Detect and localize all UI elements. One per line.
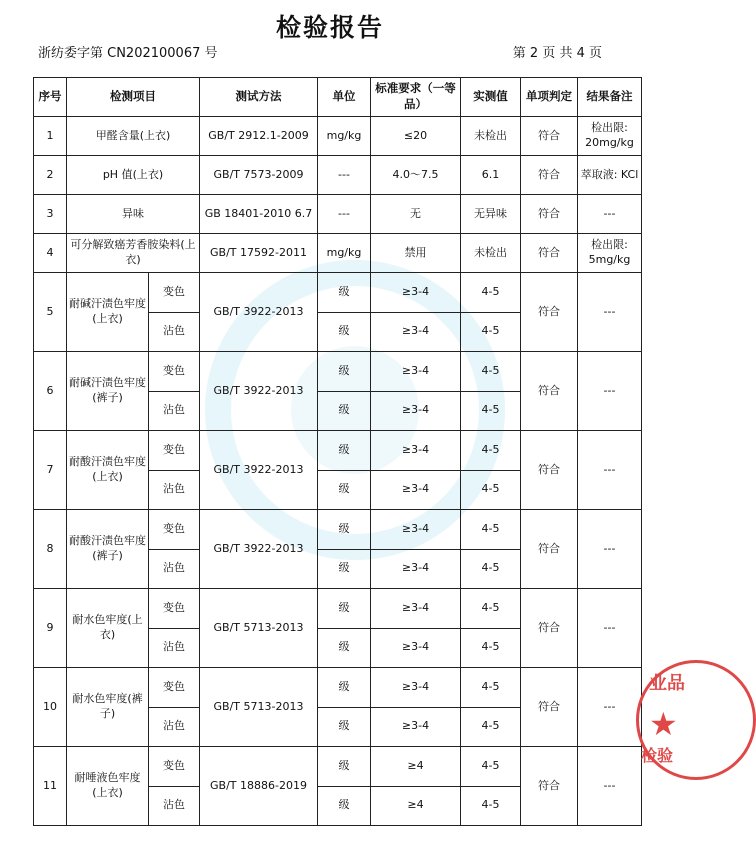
cell-no: 10 <box>34 668 67 747</box>
cell-method: GB/T 17592-2011 <box>200 234 318 273</box>
cell-item: 甲醛含量(上衣) <box>67 117 200 156</box>
cell-requirement: ≥3-4 <box>371 352 461 392</box>
cell-requirement: 4.0～7.5 <box>371 156 461 195</box>
cell-measured: 4-5 <box>461 352 521 392</box>
cell-unit: 级 <box>318 510 371 550</box>
cell-no: 2 <box>34 156 67 195</box>
table-row <box>34 431 642 471</box>
cell-condition: 沾色 <box>149 707 200 747</box>
cell-measured: 4-5 <box>461 273 521 313</box>
header-measured: 实测值 <box>461 78 521 117</box>
cell-no: 6 <box>34 352 67 431</box>
cell-remark: 检出限: 20mg/kg <box>578 117 642 156</box>
cell-measured: 4-5 <box>461 391 521 431</box>
cell-remark: --- <box>578 195 642 234</box>
header-verdict: 单项判定 <box>521 78 578 117</box>
cell-remark: --- <box>578 431 642 510</box>
cell-requirement: ≥3-4 <box>371 431 461 471</box>
cell-item: 耐碱汗渍色牢度(裤子) <box>67 352 149 431</box>
table-header-row <box>34 78 642 117</box>
cell-unit: 级 <box>318 470 371 510</box>
cell-remark: --- <box>578 668 642 747</box>
cell-condition: 沾色 <box>149 549 200 589</box>
cell-unit: 级 <box>318 707 371 747</box>
cell-unit: 级 <box>318 391 371 431</box>
cell-measured: 4-5 <box>461 589 521 629</box>
cell-remark: 检出限: 5mg/kg <box>578 234 642 273</box>
cell-requirement: ≥3-4 <box>371 273 461 313</box>
star-icon: ★ <box>649 705 678 743</box>
cell-verdict: 符合 <box>521 668 578 747</box>
cell-condition: 变色 <box>149 510 200 550</box>
cell-remark: --- <box>578 273 642 352</box>
cell-condition: 沾色 <box>149 628 200 668</box>
cell-item: 耐酸汗渍色牢度(上衣) <box>67 431 149 510</box>
cell-requirement: 无 <box>371 195 461 234</box>
cell-measured: 4-5 <box>461 747 521 787</box>
cell-no: 9 <box>34 589 67 668</box>
report-number: 浙纺委字第 CN202100067 号 <box>38 46 218 61</box>
cell-measured: 4-5 <box>461 312 521 352</box>
cell-measured: 4-5 <box>461 431 521 471</box>
cell-verdict: 符合 <box>521 747 578 826</box>
cell-requirement: ≥3-4 <box>371 549 461 589</box>
cell-no: 11 <box>34 747 67 826</box>
cell-remark: --- <box>578 589 642 668</box>
cell-no: 4 <box>34 234 67 273</box>
cell-requirement: ≥3-4 <box>371 668 461 708</box>
cell-item: 异味 <box>67 195 200 234</box>
table-row <box>34 747 642 787</box>
cell-measured: 4-5 <box>461 470 521 510</box>
cell-condition: 变色 <box>149 747 200 787</box>
cell-method: GB/T 3922-2013 <box>200 352 318 431</box>
cell-requirement: ≥3-4 <box>371 707 461 747</box>
table-row <box>34 589 642 629</box>
cell-no: 8 <box>34 510 67 589</box>
cell-no: 5 <box>34 273 67 352</box>
cell-item: 耐碱汗渍色牢度(上衣) <box>67 273 149 352</box>
cell-requirement: ≥3-4 <box>371 628 461 668</box>
cell-method: GB/T 2912.1-2009 <box>200 117 318 156</box>
cell-unit: 级 <box>318 312 371 352</box>
table-row <box>34 117 642 156</box>
cell-measured: 4-5 <box>461 786 521 826</box>
cell-measured: 未检出 <box>461 234 521 273</box>
cell-unit: 级 <box>318 786 371 826</box>
cell-method: GB/T 3922-2013 <box>200 431 318 510</box>
header-method: 测试方法 <box>200 78 318 117</box>
cell-requirement: ≥4 <box>371 747 461 787</box>
table-row <box>34 668 642 708</box>
header-unit: 单位 <box>318 78 371 117</box>
cell-requirement: 禁用 <box>371 234 461 273</box>
cell-condition: 沾色 <box>149 312 200 352</box>
cell-measured: 4-5 <box>461 707 521 747</box>
cell-verdict: 符合 <box>521 589 578 668</box>
cell-condition: 变色 <box>149 431 200 471</box>
cell-verdict: 符合 <box>521 510 578 589</box>
stamp-text-bottom: 检验 <box>641 746 674 765</box>
cell-remark: --- <box>578 510 642 589</box>
red-seal-stamp <box>636 660 756 780</box>
cell-unit: 级 <box>318 352 371 392</box>
table-row <box>34 273 642 313</box>
page-title: 检验报告 <box>275 13 384 42</box>
cell-verdict: 符合 <box>521 273 578 352</box>
header-no: 序号 <box>34 78 67 117</box>
header-item: 检测项目 <box>67 78 200 117</box>
cell-no: 1 <box>34 117 67 156</box>
cell-measured: 6.1 <box>461 156 521 195</box>
cell-condition: 变色 <box>149 589 200 629</box>
cell-measured: 4-5 <box>461 668 521 708</box>
cell-requirement: ≥3-4 <box>371 391 461 431</box>
cell-method: GB/T 5713-2013 <box>200 668 318 747</box>
cell-condition: 变色 <box>149 273 200 313</box>
cell-no: 3 <box>34 195 67 234</box>
cell-unit: 级 <box>318 589 371 629</box>
cell-verdict: 符合 <box>521 117 578 156</box>
cell-remark: --- <box>578 352 642 431</box>
cell-condition: 变色 <box>149 668 200 708</box>
cell-unit: --- <box>318 156 371 195</box>
table-row <box>34 234 642 273</box>
cell-verdict: 符合 <box>521 352 578 431</box>
cell-method: GB/T 3922-2013 <box>200 273 318 352</box>
cell-no: 7 <box>34 431 67 510</box>
cell-verdict: 符合 <box>521 431 578 510</box>
table-row <box>34 156 642 195</box>
header-remark: 结果备注 <box>578 78 642 117</box>
cell-method: GB/T 5713-2013 <box>200 589 318 668</box>
cell-remark: --- <box>578 747 642 826</box>
cell-unit: 级 <box>318 431 371 471</box>
cell-requirement: ≥3-4 <box>371 312 461 352</box>
cell-unit: 级 <box>318 549 371 589</box>
cell-condition: 沾色 <box>149 470 200 510</box>
cell-requirement: ≥3-4 <box>371 510 461 550</box>
cell-condition: 变色 <box>149 352 200 392</box>
table-row <box>34 195 642 234</box>
cell-remark: 萃取液: KCl <box>578 156 642 195</box>
cell-item: pH 值(上衣) <box>67 156 200 195</box>
page-indicator: 第 2 页 共 4 页 <box>512 46 602 61</box>
cell-unit: 级 <box>318 668 371 708</box>
cell-method: GB 18401-2010 6.7 <box>200 195 318 234</box>
cell-verdict: 符合 <box>521 234 578 273</box>
cell-verdict: 符合 <box>521 156 578 195</box>
table-row <box>34 510 642 550</box>
cell-item: 耐酸汗渍色牢度(裤子) <box>67 510 149 589</box>
cell-unit: 级 <box>318 273 371 313</box>
cell-unit: 级 <box>318 747 371 787</box>
cell-method: GB/T 7573-2009 <box>200 156 318 195</box>
cell-item: 耐水色牢度(上衣) <box>67 589 149 668</box>
cell-measured: 无异味 <box>461 195 521 234</box>
cell-method: GB/T 3922-2013 <box>200 510 318 589</box>
cell-verdict: 符合 <box>521 195 578 234</box>
cell-item: 可分解致癌芳香胺染料(上衣) <box>67 234 200 273</box>
cell-requirement: ≥3-4 <box>371 470 461 510</box>
test-results-table <box>33 77 642 826</box>
cell-requirement: ≥4 <box>371 786 461 826</box>
cell-measured: 4-5 <box>461 510 521 550</box>
stamp-text-top: 业品 <box>649 673 685 694</box>
cell-condition: 沾色 <box>149 391 200 431</box>
cell-item: 耐水色牢度(裤子) <box>67 668 149 747</box>
cell-unit: mg/kg <box>318 117 371 156</box>
cell-measured: 4-5 <box>461 628 521 668</box>
header-requirement: 标准要求（一等品） <box>371 78 461 117</box>
cell-unit: 级 <box>318 628 371 668</box>
cell-method: GB/T 18886-2019 <box>200 747 318 826</box>
cell-requirement: ≤20 <box>371 117 461 156</box>
cell-condition: 沾色 <box>149 786 200 826</box>
table-row <box>34 352 642 392</box>
cell-unit: --- <box>318 195 371 234</box>
cell-unit: mg/kg <box>318 234 371 273</box>
cell-measured: 未检出 <box>461 117 521 156</box>
cell-measured: 4-5 <box>461 549 521 589</box>
cell-requirement: ≥3-4 <box>371 589 461 629</box>
cell-item: 耐唾液色牢度(上衣) <box>67 747 149 826</box>
